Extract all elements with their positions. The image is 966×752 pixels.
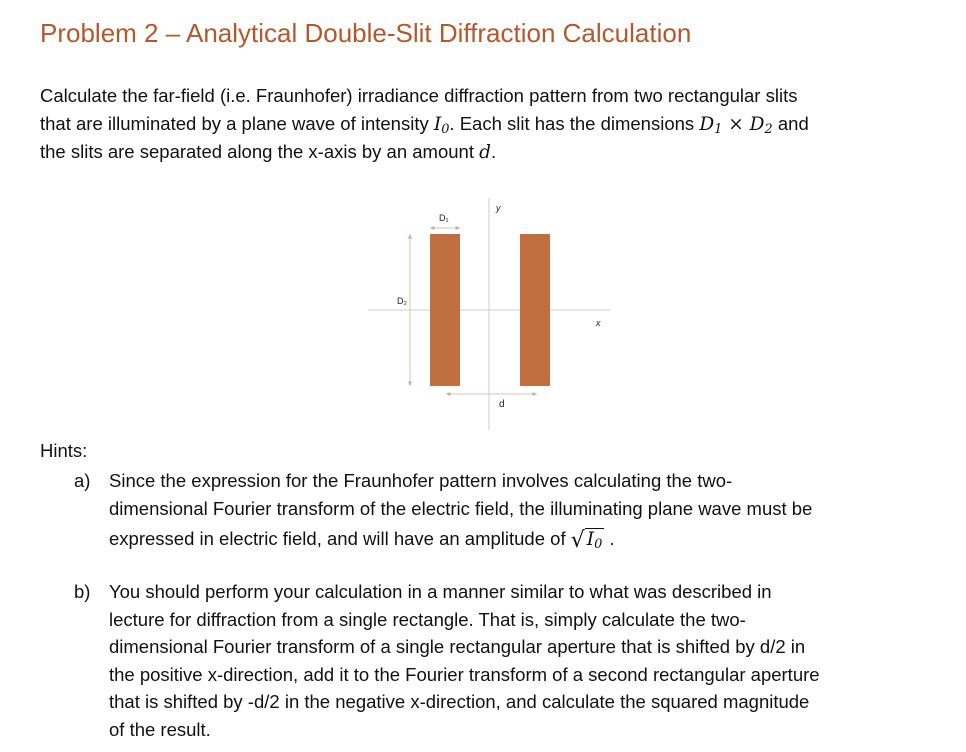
problem-statement bbox=[40, 82, 920, 167]
double-slit-diagram bbox=[360, 190, 620, 435]
hint-a-line-1: Since the expression for the Fraunhofer pattern involves calculating the two- bbox=[109, 470, 733, 491]
sqrt-I0 bbox=[571, 525, 605, 555]
symbol-base: D bbox=[699, 113, 715, 135]
intro-line-3 bbox=[40, 138, 920, 167]
hint-b-line-6: of the result. bbox=[109, 718, 211, 740]
symbol-D1 bbox=[699, 114, 722, 135]
intro-text: . Each slit has the dimensions bbox=[449, 112, 700, 134]
symbol-base: I bbox=[433, 113, 442, 135]
intro-line-1: Calculate the far-field (i.e. Fraunhofer) irradiance diffraction pattern from two rectangular slits bbox=[40, 85, 798, 106]
hint-a-line-3 bbox=[109, 525, 939, 555]
hint-body bbox=[109, 578, 939, 743]
y-axis-label: y bbox=[496, 203, 501, 213]
symbol-d: d bbox=[479, 142, 491, 163]
symbol-subscript: 2 bbox=[764, 121, 773, 137]
d1-label: D₁ bbox=[439, 213, 449, 223]
hint-b-line-3: dimensional Fourier transform of a single rectangular aperture that is shifted by d/2 in bbox=[109, 636, 806, 657]
intro-text: the slits are separated along the x-axis by an amount bbox=[40, 141, 480, 162]
symbol-subscript: 1 bbox=[714, 121, 723, 137]
symbol-base: D bbox=[749, 113, 765, 135]
radical-sign: √ bbox=[570, 528, 585, 553]
times-symbol: × bbox=[722, 113, 750, 135]
hint-body bbox=[109, 467, 939, 555]
slit-left bbox=[430, 234, 460, 386]
symbol-subscript: 0 bbox=[594, 537, 603, 553]
hint-a-line-2: dimensional Fourier transform of the electric field, the illuminating plane wave must be bbox=[109, 497, 813, 519]
intro-text: and bbox=[772, 112, 809, 134]
intro-line-2 bbox=[40, 110, 920, 139]
d2-label: D₂ bbox=[397, 296, 407, 306]
slit-right bbox=[520, 234, 550, 386]
sqrt-content bbox=[585, 528, 605, 553]
hint-b-line-4: the positive x-direction, add it to the Fourier transform of a second rectangular aperture bbox=[109, 663, 820, 685]
symbol-base: I bbox=[586, 529, 595, 550]
hint-marker: b) bbox=[74, 581, 91, 602]
hint-b-line-5: that is shifted by -d/2 in the negative x-direction, and calculate the squared magnitude bbox=[109, 691, 810, 712]
intro-text: that are illuminated by a plane wave of intensity bbox=[40, 112, 434, 134]
symbol-D2 bbox=[750, 114, 773, 135]
page-title: Problem 2 – Analytical Double-Slit Diffraction Calculation bbox=[40, 18, 692, 48]
hint-marker: a) bbox=[74, 470, 91, 491]
d-label: d bbox=[499, 399, 505, 410]
intro-text: . bbox=[490, 141, 497, 162]
x-axis-label: x bbox=[596, 318, 601, 328]
hints-heading: Hints: bbox=[40, 440, 88, 461]
hint-b-line-2: lecture for diffraction from a single rectangle. That is, simply calculate the two- bbox=[109, 608, 746, 630]
hint-b-line-1: You should perform your calculation in a manner similar to what was described in bbox=[109, 581, 772, 602]
hint-text: . bbox=[604, 528, 615, 549]
hint-text: expressed in electric field, and will have an amplitude of bbox=[109, 528, 571, 549]
symbol-I0 bbox=[434, 114, 450, 135]
symbol-subscript: 0 bbox=[441, 121, 450, 137]
